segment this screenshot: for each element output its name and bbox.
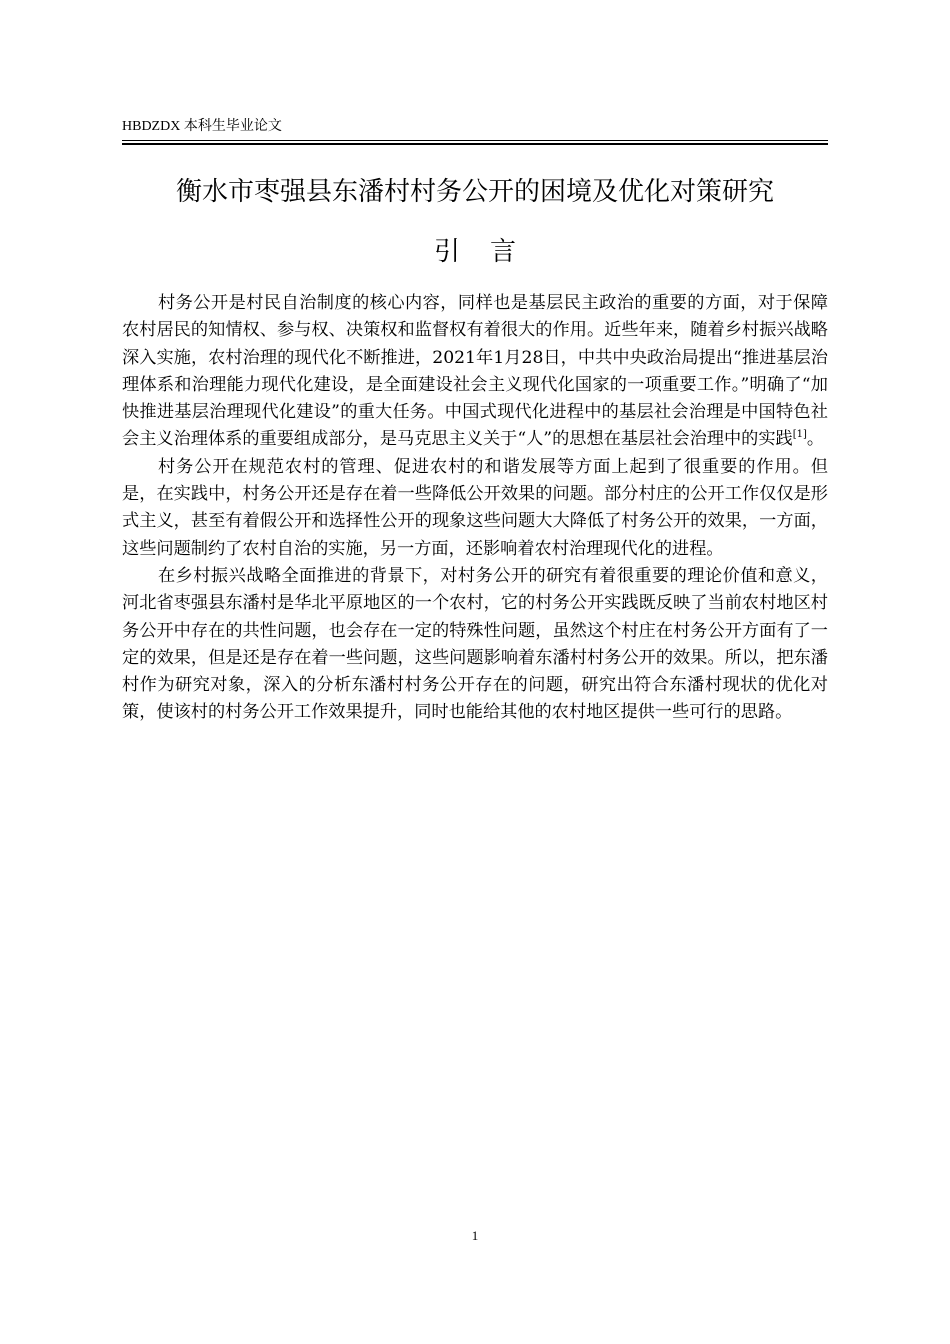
paragraph-1-end: 。 [806, 429, 825, 450]
citation-marker: [1] [792, 429, 807, 441]
paragraph-3: 在乡村振兴战略全面推进的背景下，对村务公开的研究有着很重要的理论价值和意义，河北省枣强县东潘村是华北平原地区的一个农村，它的村务公开实践既反映了当前农村地区村务公开中存在的共性问题，也会存在一定的特殊性问题，虽然这个村庄在村务公开方面有了一定的效果，但是还是存在着一些问题，这些问题影响着东潘村村务公开的效果。所以，把东潘村作为研究对象，深入的分析东潘村村务公开存在的问题，研究出符合东潘村现状的优化对策，使该村的村务公开工作效果提升，同时也能给其他的农村地区提供一些可行的思路。 [122, 565, 828, 723]
page-number: 1 [471, 1228, 479, 1243]
running-header: HBDZDX 本科生毕业论文 [122, 119, 282, 134]
paragraph-1-text: 村务公开是村民自治制度的核心内容，同样也是基层民主政治的重要的方面，对于保障农村居民的知情权、参与权、决策权和监督权有着很大的作用。近些年来，随着乡村振兴战略深入实施，农村治理的现代化不断推进，2021年1月28日，中共中央政治局提出“推进基层治理体系和治理能力现代化建设，是全面建设社会主义现代化国家的一项重要工作。”明确了“加快推进基层治理现代化建设”的重大任务。中国式现代化进程中的基层社会治理是中国特色社会主义治理体系的重要组成部分，是马克思主义关于“人”的思想在基层社会治理中的实践 [122, 293, 828, 450]
paragraph-2: 村务公开在规范农村的管理、促进农村的和谐发展等方面上起到了很重要的作用。但是，在实践中，村务公开还是存在着一些降低公开效果的问题。部分村庄的公开工作仅仅是形式主义，甚至有着假公开和选择性公开的现象这些问题大大降低了村务公开的效果，一方面，这些问题制约了农村自治的实施，另一方面，还影响着农村治理现代化的进程。 [122, 456, 828, 559]
body-text [122, 290, 828, 727]
header-rule-thick [122, 143, 828, 145]
header-rule-thin [122, 140, 828, 141]
paragraph-1 [122, 290, 828, 454]
thesis-title: 衡水市枣强县东潘村村务公开的困境及优化对策研究 [175, 177, 774, 207]
section-heading: 引言 [433, 237, 546, 267]
